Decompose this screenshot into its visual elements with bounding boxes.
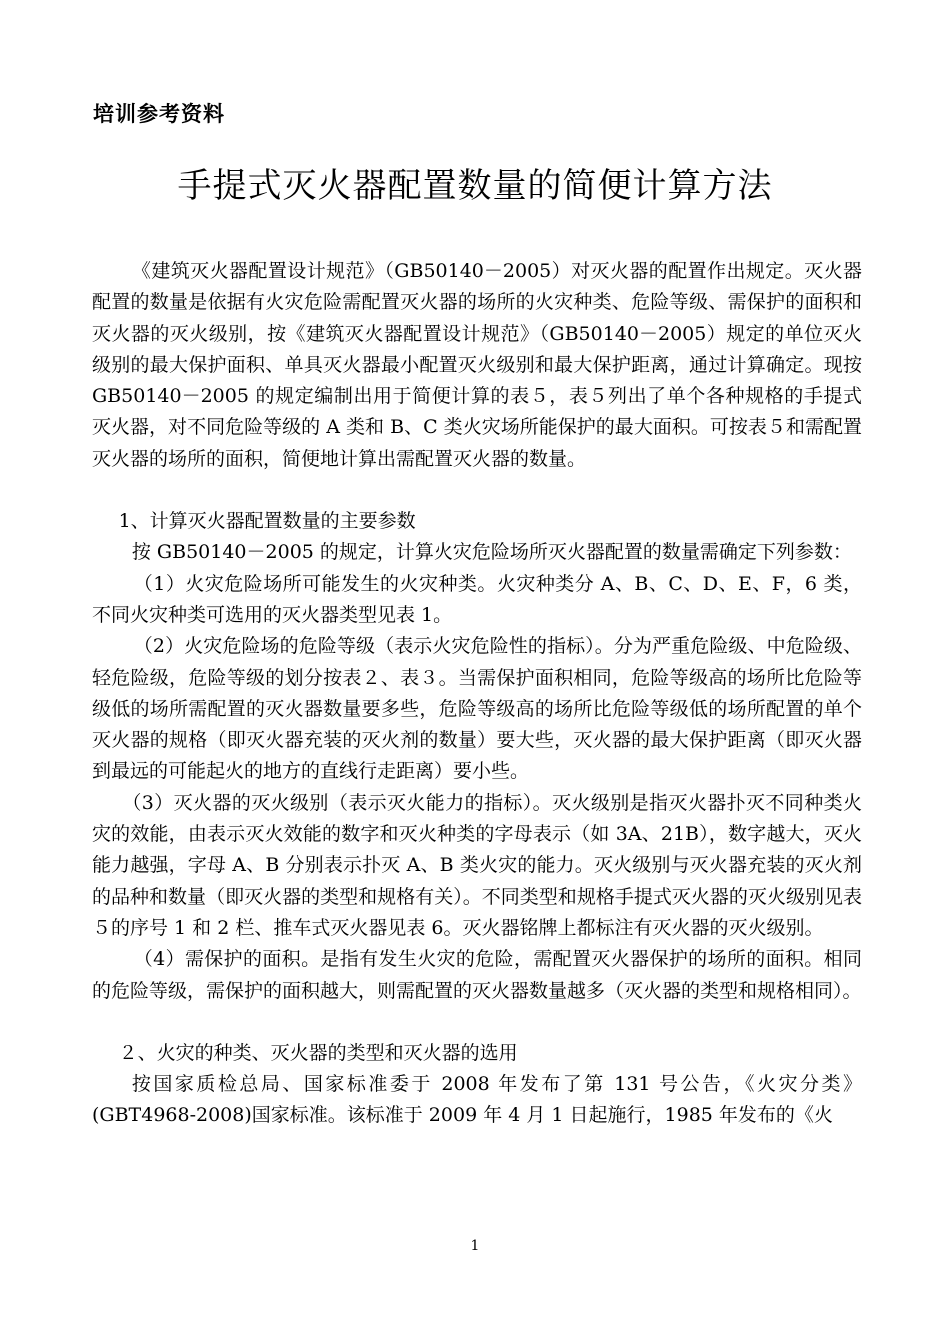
document-header-label: 培训参考资料 [93,102,225,126]
document-body [92,256,862,1132]
intro-paragraph: 《建筑灭火器配置设计规范》（GB50140－2005）对灭火器的配置作出规定。灭火器配置的数量是依据有火灾危险需配置灭火器的场所的火灾种类、危险等级、需保护的面积和灭火器的灭火级别，按《建筑灭火器配置设计规范》（GB50140－2005）规定的单位灭火级别的最大保护面积、单具灭火器最小配置灭火级别和最大保护距离，通过计算确定。现按 GB50140－2005 的规定编制出用于简便计算的表５，表５列出了单个各种规格的手提式灭火器，对不同危险等级的 A 类和 B、C 类火灾场所能保护的最大面积。可按表５和需配置灭火器的场所的面积，简便地计算出需配置灭火器的数量。 [92,260,862,470]
section-1-heading: 1、计算灭火器配置数量的主要参数 [118,510,416,533]
page-number: 1 [470,1238,480,1254]
paragraph-gap [92,475,862,506]
section-2-heading: ２、火灾的种类、灭火器的类型和灭火器的选用 [118,1041,518,1064]
document-title: 手提式灭火器配置数量的简便计算方法 [177,166,773,206]
section-1-item-2: （2）火灾危险场的危险等级（表示火灾危险性的指标）。分为严重危险级、中危险级、轻危险级，危险等级的划分按表２、表３。当需保护面积相同，危险等级高的场所比危险等级低的场所需配置的灭火器数量要多些，危险等级高的场所比危险等级低的场所配置的单个灭火器的规格（即灭火器充装的灭火剂的数量）要大些，灭火器的最大保护距离（即灭火器到最远的可能起火的地方的直线行走距离）要小些。 [92,635,862,783]
section-1-item-1: （1）火灾危险场所可能发生的火灾种类。火灾种类分 A、B、C、D、E、F，6 类，不同火灾种类可选用的灭火器类型见表 1。 [92,572,862,626]
section-2-lead: 按国家质检总局、国家标准委于 2008 年发布了第 131 号公告，《火灾分类》(GBT4968-2008)国家标准。该标准于 2009 年 4 月 1 日起施行，1985 年发布的《火 [92,1073,862,1127]
section-1-item-3: （3）灭火器的灭火级别（表示灭火能力的指标）。灭火级别是指灭火器扑灭不同种类火灾的效能，由表示灭火效能的数字和灭火种类的字母表示（如 3A、21B），数字越大，灭火能力越强，字母 A、B 分别表示扑灭 A、B 类火灾的能力。灭火级别与灭火器充装的灭火剂的品种和数量（即灭火器的类型和规格有关）。不同类型和规格手提式灭火器的灭火级别见表５的序号 1 和 2 栏、推车式灭火器见表 6。灭火器铭牌上都标注有灭火器的灭火级别。 [92,791,862,939]
section-1-item-4: （4）需保护的面积。是指有发生火灾的危险，需配置灭火器保护的场所的面积。相同的危险等级，需保护的面积越大，则需配置的灭火器数量越多（灭火器的类型和规格相同）。 [92,948,862,1002]
section-1-lead: 按 GB50140－2005 的规定，计算火灾危险场所灭火器配置的数量需确定下列参数： [131,541,852,564]
paragraph-gap [92,1007,862,1038]
